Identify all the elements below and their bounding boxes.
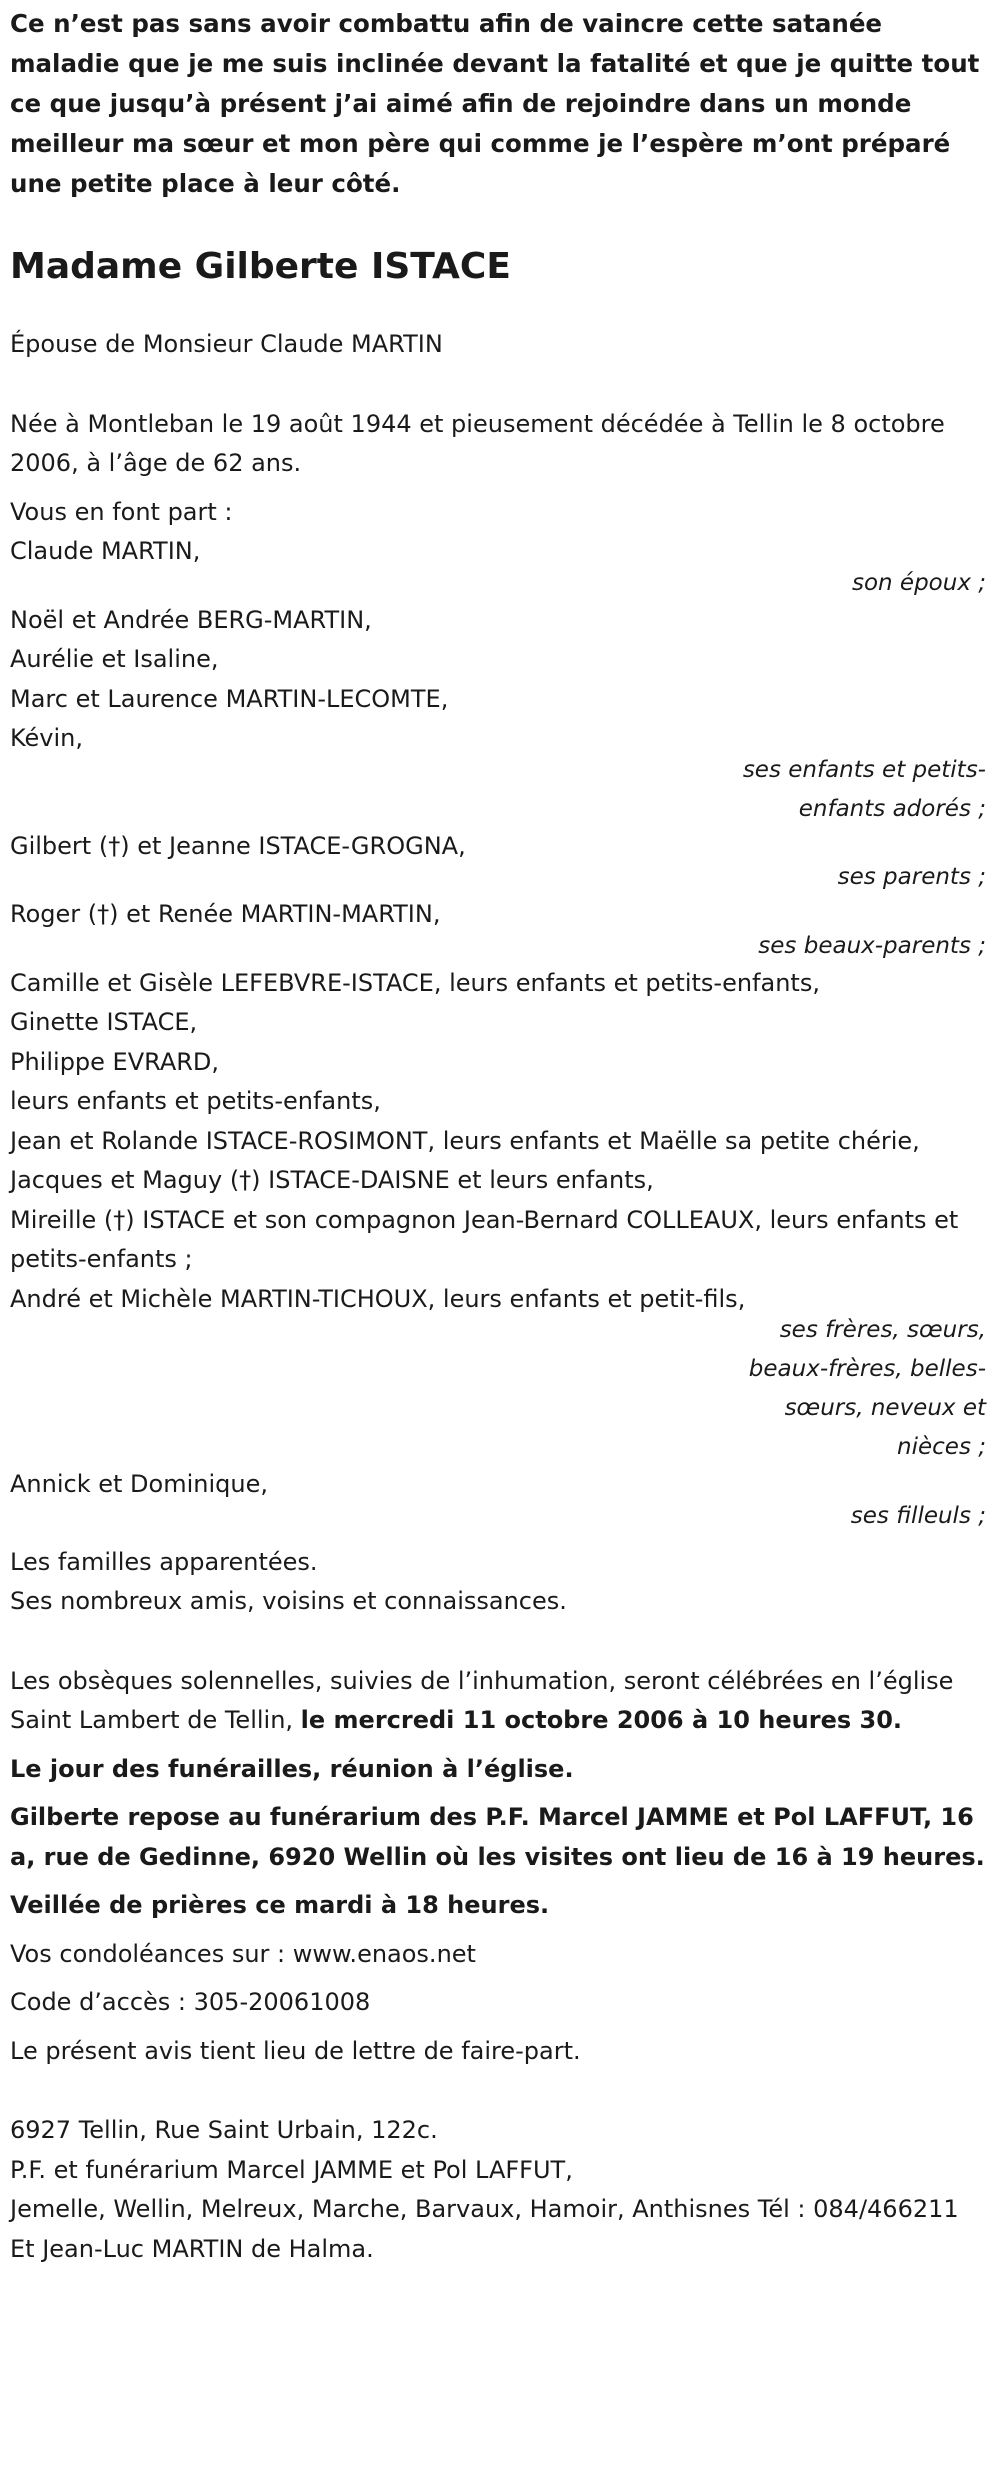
birth-death: Née à Montleban le 19 août 1944 et pieusement décédée à Tellin le 8 octobre 2006, à l’âge de 62 ans. bbox=[10, 409, 945, 477]
family-member: Mireille (†) ISTACE et son compagnon Jean-Bernard COLLEAUX, leurs enfants et petits-enfants ; bbox=[10, 1205, 959, 1273]
relation-label: ses filleuls ; bbox=[850, 1502, 986, 1529]
family-member: Ginette ISTACE, bbox=[10, 1008, 198, 1036]
address-2: P.F. et funérarium Marcel JAMME et Pol LAFFUT, bbox=[10, 2155, 573, 2184]
family-group bbox=[10, 601, 986, 829]
family-group bbox=[10, 532, 986, 603]
family-member: Roger (†) et Renée MARTIN-MARTIN, bbox=[10, 900, 441, 928]
condolences: Vos condoléances sur : www.enaos.net bbox=[10, 1939, 476, 1968]
family-group bbox=[10, 895, 986, 966]
family-member: Camille et Gisèle LEFEBVRE-ISTACE, leurs enfants et petits-enfants, bbox=[10, 968, 820, 997]
funeral-intro: Les obsèques solennelles, suivies de l’inhumation, seront célébrées en l’église Saint Lambert de Tellin, bbox=[10, 1666, 954, 1734]
family-member: Noël et Andrée BERG-MARTIN, bbox=[10, 605, 372, 634]
rest-info: Gilberte repose au funérarium des P.F. Marcel JAMME et Pol LAFFUT, 16 a, rue de Gedinne, 6920 Wellin où les visites ont lieu de 16 à 19 heures. bbox=[10, 1803, 985, 1871]
announce: Vous en font part : bbox=[10, 497, 233, 526]
family-member: Marc et Laurence MARTIN-LECOMTE, bbox=[10, 684, 449, 713]
vigil: Veillée de prières ce mardi à 18 heures. bbox=[10, 1891, 550, 1919]
family-member: Annick et Dominique, bbox=[10, 1470, 268, 1498]
meeting: Le jour des funérailles, réunion à l’église. bbox=[10, 1754, 574, 1783]
family-member: Jacques et Maguy (†) ISTACE-DAISNE et leurs enfants, bbox=[10, 1166, 654, 1194]
family-member: Gilbert (†) et Jeanne ISTACE-GROGNA, bbox=[10, 831, 466, 860]
deceased-name: Madame Gilberte ISTACE bbox=[10, 246, 511, 287]
family-group bbox=[10, 964, 986, 1468]
address-3: Jemelle, Wellin, Melreux, Marche, Barvaux, Hamoir, Anthisnes Tél : 084/466211 bbox=[10, 2195, 959, 2223]
family-member: Kévin, bbox=[10, 724, 84, 752]
relation-label: ses frères, sœurs, beaux-frères, belles-sœurs, neveux et nièces ; bbox=[748, 1317, 986, 1460]
family-member: Jean et Rolande ISTACE-ROSIMONT, leurs enfants et Maëlle sa petite chérie, bbox=[10, 1126, 920, 1155]
family-member: André et Michèle MARTIN-TICHOUX, leurs enfants et petit-fils, bbox=[10, 1284, 746, 1313]
others-2: Ses nombreux amis, voisins et connaissances. bbox=[10, 1587, 567, 1615]
family-group bbox=[10, 827, 986, 898]
family-member: leurs enfants et petits-enfants, bbox=[10, 1087, 381, 1115]
relation-label: ses beaux-parents ; bbox=[758, 932, 986, 959]
address-1: 6927 Tellin, Rue Saint Urbain, 122c. bbox=[10, 2116, 438, 2144]
spouse-line: Épouse de Monsieur Claude MARTIN bbox=[10, 330, 443, 358]
family-group bbox=[10, 1465, 986, 1536]
relation-label: ses enfants et petits-enfants adorés ; bbox=[742, 756, 986, 822]
family-member: Claude MARTIN, bbox=[10, 537, 201, 565]
address-4: Et Jean-Luc MARTIN de Halma. bbox=[10, 2234, 374, 2263]
family-member: Aurélie et Isaline, bbox=[10, 645, 219, 673]
notice: Le présent avis tient lieu de lettre de faire-part. bbox=[10, 2036, 581, 2065]
intro-quote: Ce n’est pas sans avoir combattu afin de vaincre cette satanée maladie que je me suis inclinée devant la fatalité et que je quitte tout ce que jusqu’à présent j’ai aimé afin de rejoindre dans un monde meilleur ma sœur et mon père qui comme je l’espère m’ont préparé une petite place à leur côté. bbox=[10, 9, 980, 198]
others-1: Les familles apparentées. bbox=[10, 1547, 318, 1576]
family-member: Philippe EVRARD, bbox=[10, 1047, 220, 1076]
funeral-date: le mercredi 11 octobre 2006 à 10 heures 30. bbox=[300, 1706, 903, 1734]
family-list bbox=[10, 532, 986, 1536]
relation-label: ses parents ; bbox=[837, 864, 986, 890]
access-code: Code d’accès : 305-20061008 bbox=[10, 1988, 371, 2016]
relation-label: son époux ; bbox=[851, 569, 986, 596]
funeral-info bbox=[10, 1662, 986, 1741]
